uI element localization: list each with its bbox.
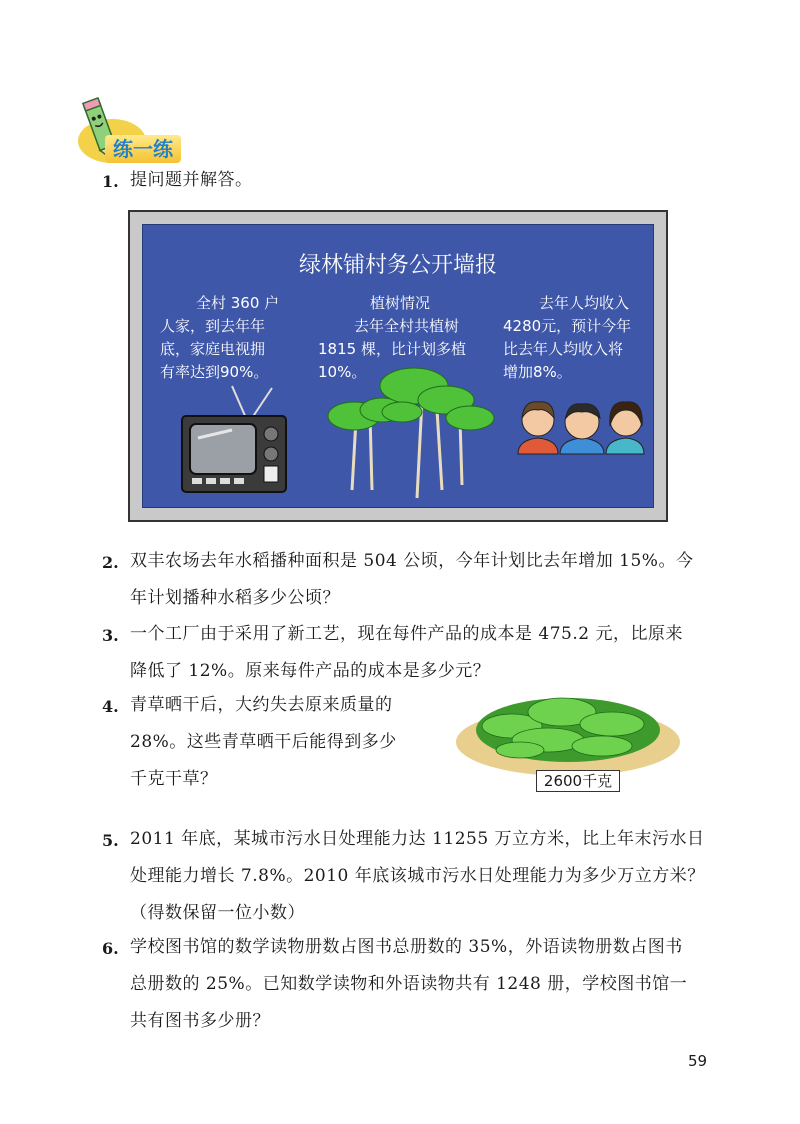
trees-icon (322, 360, 502, 500)
question-line: 年计划播种水稻多少公顷？ (130, 588, 340, 608)
question-line: 双丰农场去年水稻播种面积是 504 公顷，今年计划比去年增加 15%。今 (130, 551, 694, 571)
question-text (130, 929, 720, 1040)
question-text: 提问题并解答。 (130, 170, 253, 190)
board-line: 4280元，预计今年 (503, 317, 632, 335)
board-line: 比去年人均收入将 (503, 340, 624, 358)
television-icon (176, 380, 296, 500)
question-line: 一个工厂由于采用了新工艺，现在每件产品的成本是 475.2 元，比原来 (130, 624, 683, 644)
board-line: 1815 棵，比计划多植 (318, 340, 466, 358)
question-text (130, 821, 720, 932)
question-number: 6. (102, 939, 119, 958)
question-number: 2. (102, 553, 119, 572)
board-line: 全村 360 户 (196, 294, 280, 312)
page-number: 59 (688, 1052, 708, 1070)
weight-label: 2600千克 (536, 770, 620, 792)
question-number: 4. (102, 697, 119, 716)
board-line: 10%。 (318, 363, 367, 381)
question-number: 5. (102, 831, 119, 850)
question-line: 学校图书馆的数学读物册数占图书总册数的 35%，外语读物册数占图书 (130, 937, 683, 957)
board-line: 植树情况 (370, 294, 431, 312)
board-title: 绿林铺村务公开墙报 (298, 253, 497, 278)
question-line: 青草晒干后，大约失去原来质量的 (130, 695, 393, 715)
board-line: 底，家庭电视拥 (160, 340, 266, 358)
question-line: 千克干草？ (130, 769, 218, 789)
question-line: 处理能力增长 7.8%。2010 年底该城市污水日处理能力为多少万立方米？ (130, 866, 705, 886)
board-line: 有率达到90%。 (160, 363, 269, 381)
question-number: 1. (102, 172, 119, 191)
question-number: 3. (102, 626, 119, 645)
family-icon (516, 392, 646, 456)
board-line: 人家，到去年年 (160, 317, 266, 335)
board-line: 去年全村共植树 (354, 317, 460, 335)
question-line: 共有图书多少册？ (130, 1011, 270, 1031)
board-line: 去年人均收入 (539, 294, 630, 312)
board-column-tv (160, 292, 310, 384)
question-line: 降低了 12%。原来每件产品的成本是多少元？ (130, 661, 491, 681)
grass-pile-icon (452, 680, 684, 780)
question-line: 总册数的 25%。已知数学读物和外语读物共有 1248 册，学校图书馆一 (130, 974, 688, 994)
board-column-income (503, 292, 651, 384)
question-line: 28%。这些青草晒干后能得到多少 (130, 732, 397, 752)
question-text (130, 687, 450, 798)
question-line: 2011 年底，某城市污水日处理能力达 11255 万立方米，比上年末污水日 (130, 829, 705, 849)
question-line: （得数保留一位小数） (130, 903, 305, 923)
question-text (130, 543, 710, 617)
board-line: 增加8%。 (503, 363, 572, 381)
section-label: 练一练 (105, 135, 181, 163)
question-text (130, 616, 710, 690)
